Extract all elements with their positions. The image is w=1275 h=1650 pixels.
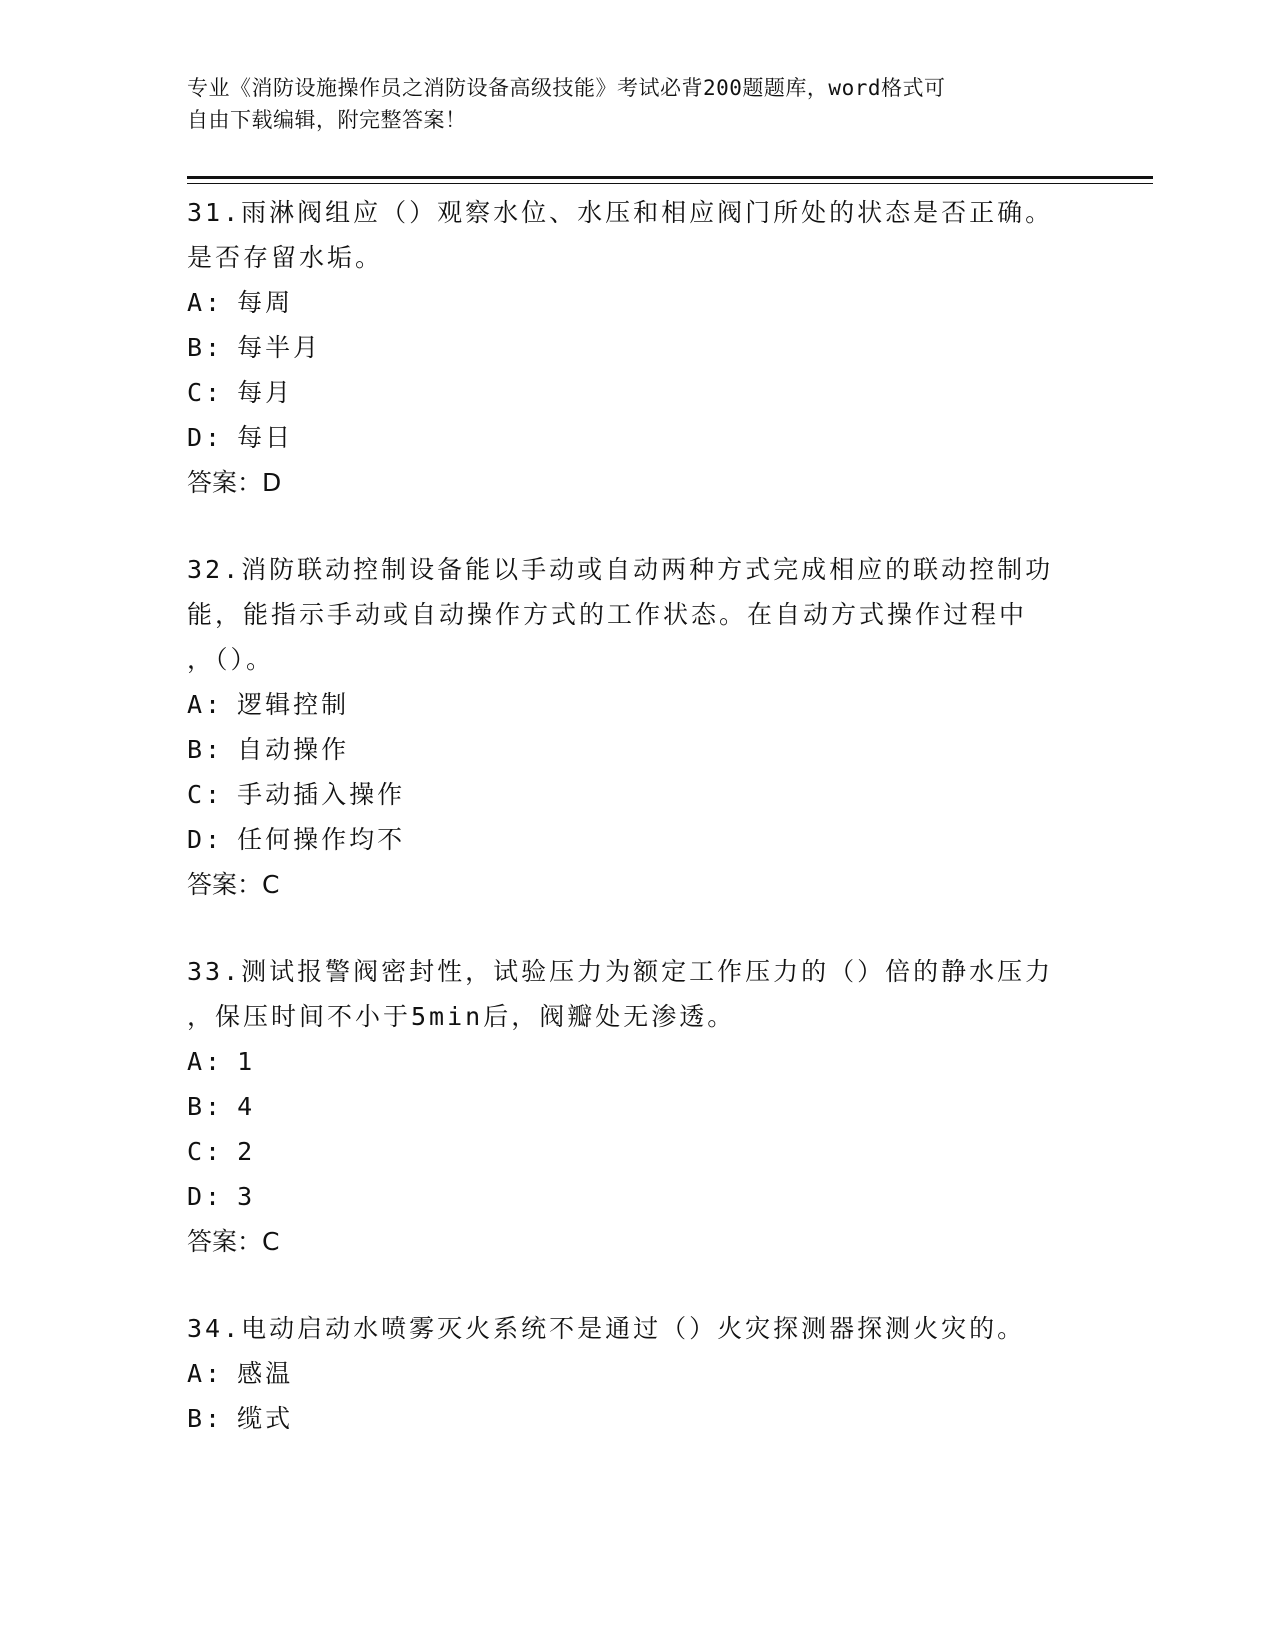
option-text: 逻辑控制 — [237, 690, 350, 719]
option-letter: D: — [187, 423, 224, 452]
option-text: 感温 — [237, 1359, 294, 1388]
option-text: 每半月 — [237, 333, 322, 362]
question-option — [187, 1174, 1087, 1219]
option-letter: C: — [187, 780, 224, 809]
option-letter: B: — [187, 735, 224, 764]
question-item — [187, 949, 1087, 1264]
header-line-2: 自由下载编辑，附完整答案！ — [187, 108, 467, 132]
option-letter: B: — [187, 1404, 224, 1433]
option-letter: C: — [187, 378, 224, 407]
header-line-1: 专业《消防设施操作员之消防设备高级技能》考试必背200题题库，word格式可 — [187, 76, 946, 100]
question-stem-line: 31.雨淋阀组应（）观察水位、水压和相应阀门所处的状态是否正确。 — [187, 198, 1054, 227]
question-option — [187, 1351, 1087, 1396]
option-text: 每月 — [237, 378, 294, 407]
question-option — [187, 280, 1087, 325]
question-option — [187, 370, 1087, 415]
question-answer: 答案：C — [187, 870, 280, 899]
question-answer: 答案：C — [187, 1227, 280, 1256]
question-option — [187, 1396, 1087, 1441]
option-text: 任何操作均不 — [237, 825, 406, 854]
question-item — [187, 190, 1087, 505]
question-option — [187, 727, 1087, 772]
option-letter: A: — [187, 690, 224, 719]
question-answer: 答案：D — [187, 468, 282, 497]
question-stem-line: ，（）。 — [187, 645, 275, 674]
option-text: 3 — [237, 1182, 256, 1211]
question-stem-line: ，保压时间不小于5min后，阀瓣处无渗透。 — [187, 1002, 736, 1031]
option-letter: D: — [187, 1182, 224, 1211]
option-letter: A: — [187, 288, 224, 317]
option-letter: C: — [187, 1137, 224, 1166]
question-option — [187, 415, 1087, 460]
option-text: 每周 — [237, 288, 294, 317]
question-stem-line: 32.消防联动控制设备能以手动或自动两种方式完成相应的联动控制功 — [187, 555, 1054, 584]
question-option — [187, 1084, 1087, 1129]
option-text: 1 — [237, 1047, 256, 1076]
question-option — [187, 772, 1087, 817]
option-letter: B: — [187, 333, 224, 362]
question-stem-line: 是否存留水垢。 — [187, 243, 384, 272]
option-letter: A: — [187, 1359, 224, 1388]
option-text: 4 — [237, 1092, 256, 1121]
question-list — [187, 190, 1087, 1483]
header-divider-thin — [187, 183, 1153, 184]
option-letter: B: — [187, 1092, 224, 1121]
option-text: 2 — [237, 1137, 256, 1166]
question-item — [187, 547, 1087, 907]
question-stem-line: 34.电动启动水喷雾灭火系统不是通过（）火灾探测器探测火灾的。 — [187, 1314, 1026, 1343]
question-item — [187, 1306, 1087, 1441]
option-text: 自动操作 — [237, 735, 350, 764]
option-text: 每日 — [237, 423, 294, 452]
document-header — [187, 72, 1067, 136]
question-option — [187, 1039, 1087, 1084]
option-letter: A: — [187, 1047, 224, 1076]
question-option — [187, 325, 1087, 370]
header-divider-thick — [187, 176, 1153, 179]
option-letter: D: — [187, 825, 224, 854]
question-stem-line: 33.测试报警阀密封性，试验压力为额定工作压力的（）倍的静水压力 — [187, 957, 1054, 986]
question-stem-line: 能，能指示手动或自动操作方式的工作状态。在自动方式操作过程中 — [187, 600, 1028, 629]
question-option — [187, 682, 1087, 727]
question-option — [187, 1129, 1087, 1174]
option-text: 缆式 — [237, 1404, 294, 1433]
option-text: 手动插入操作 — [237, 780, 406, 809]
question-option — [187, 817, 1087, 862]
